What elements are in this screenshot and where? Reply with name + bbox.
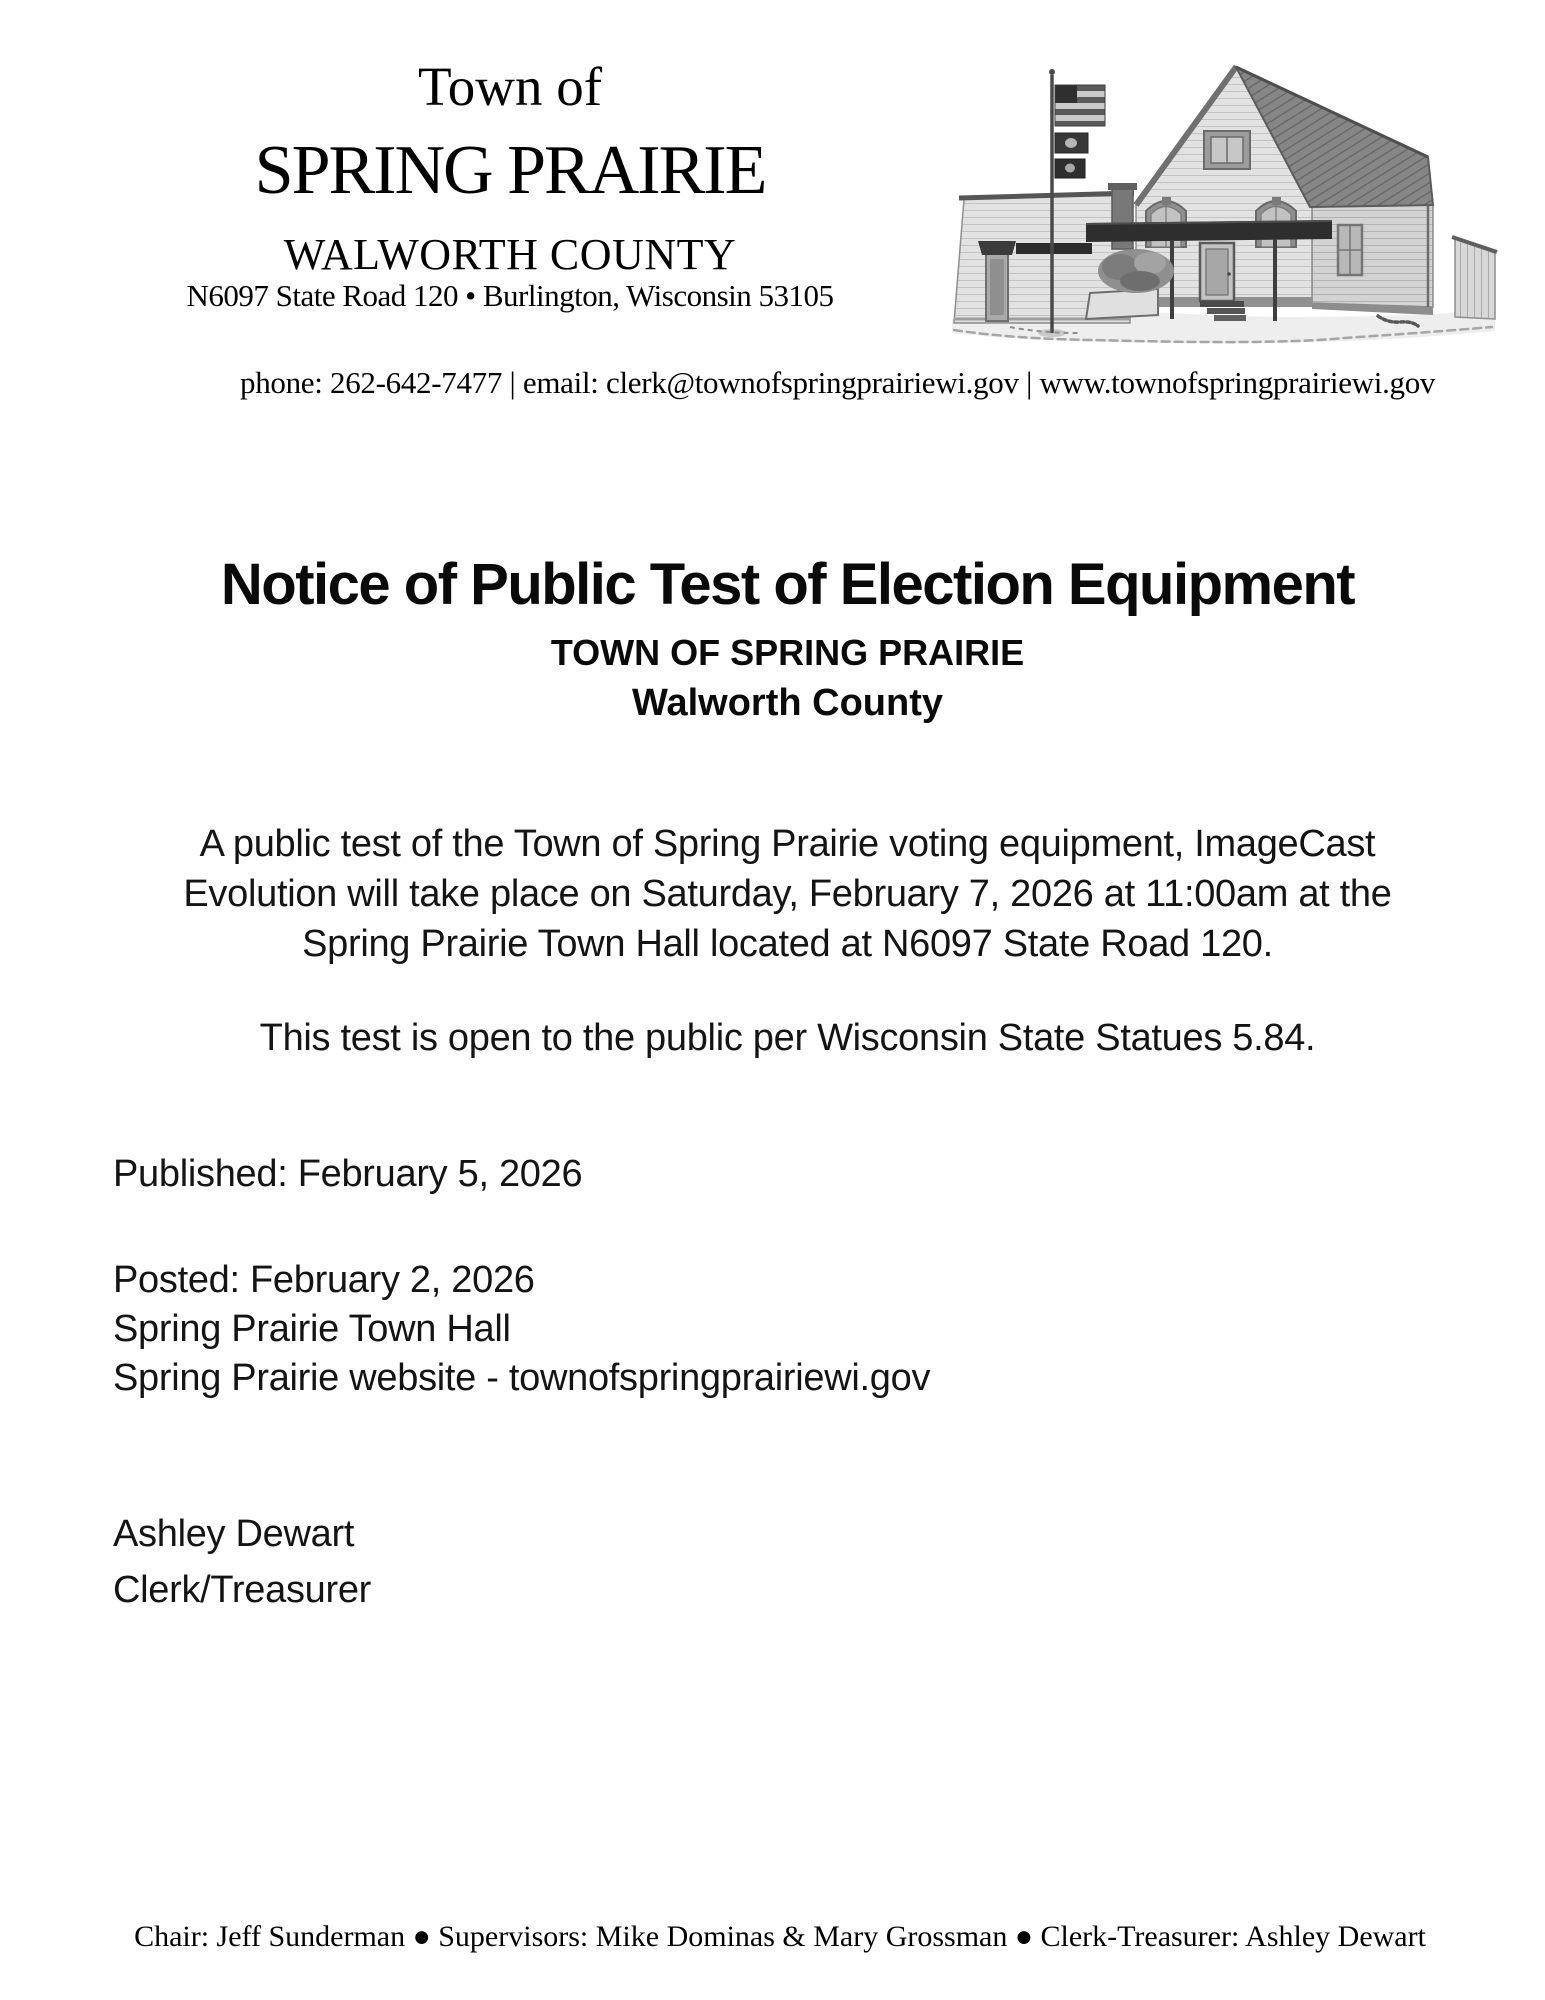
- signature-block: [113, 1506, 371, 1618]
- signature-title: Clerk/Treasurer: [113, 1569, 372, 1611]
- small-flag-2: [1055, 159, 1085, 178]
- notice-subtitle-county: Walworth County: [632, 682, 943, 724]
- posted-date-line: Posted: February 2, 2026: [113, 1259, 535, 1301]
- notice-title: Notice of Public Test of Election Equipment: [220, 552, 1355, 617]
- notice-body-paragraph: [0, 819, 1545, 969]
- statute-line: This test is open to the public per Wisconsin State Statues 5.84.: [259, 1017, 1316, 1059]
- posted-location-website: Spring Prairie website - townofspringprairiewi.gov: [113, 1357, 931, 1399]
- officials-footer: Chair: Jeff Sunderman ● Supervisors: Mike Dominas & Mary Grossman ● Clerk-Treasurer: Ashley Dewart: [134, 1920, 1426, 1953]
- posted-block: [113, 1256, 930, 1403]
- masthead-town-of: Town of: [417, 56, 603, 117]
- paragraph-line-2: Evolution will take place on Saturday, February 7, 2026 at 11:00am at the: [183, 873, 1392, 915]
- masthead-contact-line: phone: 262-642-7477 | email: clerk@townofspringprairiewi.gov | www.townofspringprairiewi.gov: [240, 365, 1436, 400]
- posted-location-town-hall: Spring Prairie Town Hall: [113, 1308, 511, 1350]
- signature-name: Ashley Dewart: [113, 1513, 355, 1555]
- paragraph-line-3: Spring Prairie Town Hall located at N6097 State Road 120.: [302, 923, 1273, 965]
- paragraph-line-1: A public test of the Town of Spring Prairie voting equipment, ImageCast: [199, 823, 1376, 865]
- masthead-town-name: SPRING PRAIRIE: [254, 132, 766, 209]
- notice-subtitle-town: TOWN OF SPRING PRAIRIE: [550, 632, 1025, 673]
- small-flag-1: [1055, 133, 1088, 153]
- masthead-address: N6097 State Road 120 • Burlington, Wisconsin 53105: [186, 278, 834, 313]
- masthead-county: WALWORTH COUNTY: [283, 230, 737, 279]
- us-flag: [1055, 85, 1105, 126]
- town-hall-illustration: [950, 56, 1500, 358]
- masthead: [130, 48, 890, 312]
- published-line: Published: February 5, 2026: [113, 1153, 583, 1195]
